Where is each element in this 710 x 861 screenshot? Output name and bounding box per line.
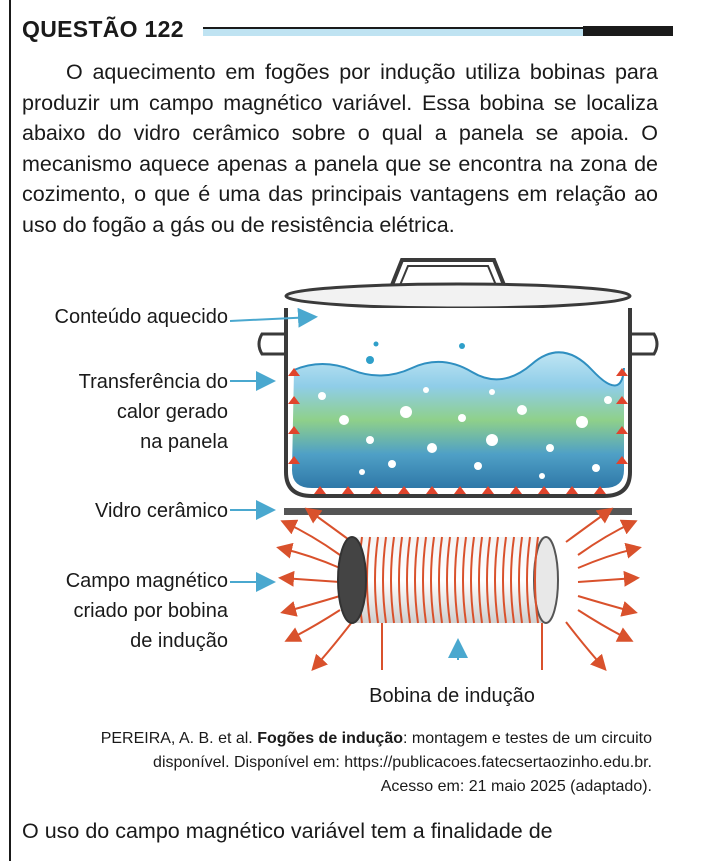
question-stem: O uso do campo magnético variável tem a finalidade de [22, 819, 553, 843]
pot-body [286, 308, 630, 496]
citation-authors: PEREIRA, A. B. et al. [100, 730, 258, 747]
citation-subtitle: : montagem e testes de um circuito [403, 730, 652, 747]
label-heated-content: Conteúdo aquecido [54, 306, 228, 328]
citation-title: Fogões de indução [257, 730, 403, 747]
label-ceramic-glass: Vidro cerâmico [94, 500, 228, 522]
citation-line-2: disponível. Disponível em: https://publicacoes.fatecsertaozinho.edu.br. [153, 754, 652, 771]
label-heat-transfer-line2: calor gerado [116, 401, 228, 423]
label-induction-coil: Bobina de indução [369, 685, 535, 707]
passage-paragraph: O aquecimento em fogões por indução utiliza bobinas para produzir um campo magnético variável. Essa bobina se localiza abaixo do vidro cerâmico sobre o qual a panela se apoia. O mecanismo aquece apenas a panela que se encontra na zona de cozimento, o que é uma das principais vantagens em relação ao uso do fogão a gás ou de resistência elétrica. [22, 60, 658, 237]
ceramic-glass [284, 508, 632, 515]
header-decorative-bar-end [583, 26, 673, 36]
header-decorative-bar [203, 27, 583, 36]
label-heat-transfer-line1: Transferência do [78, 371, 228, 393]
citation-line-3: Acesso em: 21 maio 2025 (adaptado). [380, 778, 652, 795]
left-margin-rule [9, 0, 11, 861]
citation-line-1 [22, 727, 652, 751]
citation [22, 727, 652, 799]
label-magnetic-field-line3: de indução [130, 630, 228, 652]
label-magnetic-field-line1: Campo magnético [65, 570, 228, 592]
pot-lid [286, 284, 630, 308]
question-number: QUESTÃO 122 [22, 16, 184, 42]
induction-coil [338, 537, 558, 670]
passage-text [22, 57, 658, 240]
induction-stove-figure [22, 250, 662, 720]
question-header [22, 14, 662, 46]
label-heat-transfer-line3: na panela [140, 431, 228, 453]
label-magnetic-field-line2: criado por bobina [73, 600, 228, 622]
